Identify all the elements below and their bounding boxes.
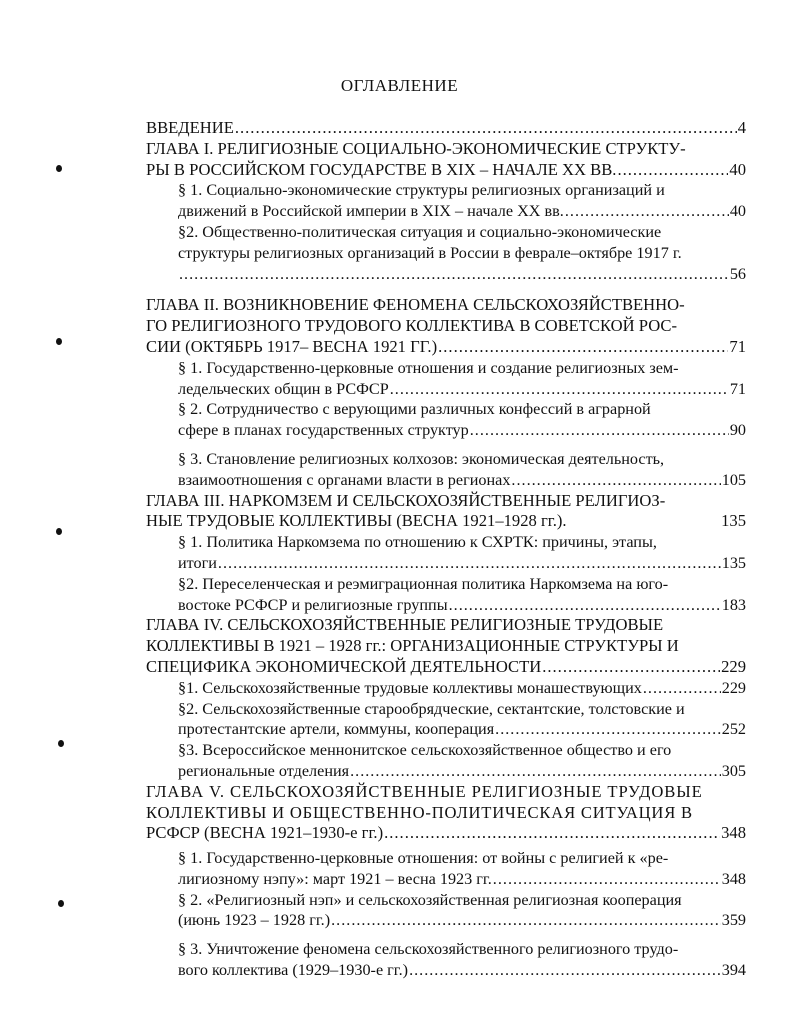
toc-section-2-1 — [178, 358, 746, 400]
dot-leader — [218, 553, 721, 574]
hole-punch-mark — [56, 528, 62, 535]
toc-page-number: 40 — [729, 202, 746, 221]
chapter-title-text: СПЕЦИФИКА ЭКОНОМИЧЕСКОЙ ДЕЯТЕЛЬНОСТИ — [146, 656, 542, 676]
chapter-title-last-line — [146, 160, 746, 181]
section-title-text: взаимоотношения с органами власти в регионах — [178, 470, 511, 489]
toc-section-4-3 — [178, 740, 746, 782]
dot-leader — [511, 470, 720, 491]
dot-leader — [350, 761, 721, 782]
toc-page-number: 135 — [721, 511, 746, 531]
section-title-last-line — [178, 264, 746, 285]
table-of-contents — [146, 118, 746, 981]
section-title-text: востоке РСФСР и религиозные группы — [178, 595, 448, 614]
toc-section-4-2 — [178, 699, 746, 741]
chapter-title-last-line — [146, 511, 746, 532]
dot-leader — [617, 160, 728, 181]
section-title-last-line — [178, 470, 746, 491]
dot-leader — [493, 869, 721, 890]
hole-punch-mark — [56, 165, 62, 172]
toc-section-2-3 — [178, 449, 746, 491]
section-title-last-line — [178, 678, 746, 699]
chapter-title-last-line — [146, 657, 746, 678]
dot-leader — [390, 379, 729, 400]
toc-page-number: 252 — [721, 720, 746, 739]
dot-leader — [331, 910, 721, 931]
section-title-last-line — [178, 595, 746, 616]
dot-leader — [565, 201, 729, 222]
toc-page-number: 394 — [721, 961, 746, 980]
chapter-title-line: ГЛАВА III. НАРКОМЗЕМ И СЕЛЬСКОХОЗЯЙСТВЕННЫЕ РЕЛИГИОЗ- — [146, 490, 666, 510]
section-title-last-line — [178, 960, 746, 981]
toc-section-5-1 — [178, 848, 746, 890]
section-title-line: §2. Переселенческая и реэмиграционная политика Наркомзема на юго- — [178, 574, 669, 593]
hole-punch-mark — [56, 338, 62, 345]
chapter-title-line: КОЛЛЕКТИВЫ И ОБЩЕСТВЕННО-ПОЛИТИЧЕСКАЯ СИТУАЦИЯ В — [146, 802, 693, 822]
chapter-title-line: ГЛАВА V. СЕЛЬСКОХОЗЯЙСТВЕННЫЕ РЕЛИГИОЗНЫЕ ТРУДОВЫЕ — [146, 781, 703, 801]
section-title-text: региональные отделения — [178, 761, 350, 780]
toc-section-3-1 — [178, 532, 746, 574]
toc-chapter-2 — [146, 295, 746, 490]
hole-punch-mark — [58, 900, 64, 907]
section-title-line: § 2. Сотрудничество с верующими различных конфессий в аграрной — [178, 400, 651, 419]
dot-leader — [409, 960, 721, 981]
chapter-title-line: ГО РЕЛИГИОЗНОГО ТРУДОВОГО КОЛЛЕКТИВА В СОВЕТСКОЙ РОС- — [146, 316, 677, 336]
toc-page-number: 229 — [721, 656, 746, 676]
dot-leader — [179, 264, 729, 285]
chapter-title-text: НЫЕ ТРУДОВЫЕ КОЛЛЕКТИВЫ (ВЕСНА 1921–1928 гг.). — [146, 511, 567, 531]
toc-page-number: 183 — [721, 595, 746, 614]
chapter-title-line: КОЛЛЕКТИВЫ В 1921 – 1928 гг.: ОРГАНИЗАЦИОННЫЕ СТРУКТУРЫ И — [146, 636, 679, 656]
toc-chapter-3 — [146, 491, 746, 616]
section-title-text: итоги — [178, 553, 217, 572]
toc-section-2-2 — [178, 399, 746, 441]
section-title-last-line — [178, 420, 746, 441]
toc-chapter-4 — [146, 615, 746, 781]
dot-leader — [438, 337, 728, 358]
section-title-last-line — [178, 201, 746, 222]
dot-leader — [470, 420, 729, 441]
section-title-text: лигиозному нэпу»: март 1921 – весна 1923 гг. — [178, 869, 492, 888]
section-title-line: § 1. Социально-экономические структуры религиозных организаций и — [178, 181, 665, 200]
section-title-text: §1. Сельскохозяйственные трудовые коллективы монашествующих — [178, 678, 642, 697]
chapter-title-line: ГЛАВА IV. СЕЛЬСКОХОЗЯЙСТВЕННЫЕ РЕЛИГИОЗНЫЕ ТРУДОВЫЕ — [146, 615, 664, 635]
section-title-line: §2. Сельскохозяйственные старообрядческие, сектантские, толстовские и — [178, 699, 685, 718]
dot-leader — [384, 823, 720, 844]
section-title-text: вого коллектива (1929–1930-е гг.) — [178, 961, 409, 980]
section-title-text: движений в Российской империи в XIX – начале XX вв. — [178, 202, 564, 221]
toc-section-5-3 — [178, 939, 746, 981]
chapter-title-text: РСФСР (ВЕСНА 1921–1930-е гг.) — [146, 823, 384, 843]
toc-page-number: 348 — [721, 823, 746, 843]
toc-section-3-2 — [178, 574, 746, 616]
section-title-line: §3. Всероссийское меннонитское сельскохозяйственное общество и его — [178, 741, 672, 760]
toc-section-1-2 — [178, 222, 746, 284]
chapter-title-last-line — [146, 823, 746, 844]
section-title-line: §2. Общественно-политическая ситуация и социально-экономические — [178, 222, 662, 241]
toc-entry-intro — [146, 118, 746, 139]
section-title-last-line — [178, 553, 746, 574]
toc-page-number: 56 — [729, 264, 746, 283]
chapter-title-line: ГЛАВА II. ВОЗНИКНОВЕНИЕ ФЕНОМЕНА СЕЛЬСКОХОЗЯЙСТВЕННО- — [146, 295, 685, 315]
section-title-text: сфере в планах государственных структур — [178, 421, 469, 440]
dot-leader — [643, 678, 721, 699]
toc-page-number: 105 — [721, 470, 746, 489]
toc-page-number: 40 — [729, 159, 746, 179]
toc-chapter-1 — [146, 139, 746, 285]
toc-section-1-1 — [178, 180, 746, 222]
section-title-last-line — [178, 719, 746, 740]
chapter-title-text: РЫ В РОССИЙСКОМ ГОСУДАРСТВЕ В XIX – НАЧАЛЕ XX ВВ. — [146, 159, 617, 179]
toc-page-number: 229 — [721, 678, 746, 697]
section-title-text: ледельческих общин в РСФСР — [178, 379, 389, 398]
dot-leader — [542, 657, 720, 678]
chapter-title-last-line — [146, 337, 746, 358]
section-title-line: § 1. Государственно-церковные отношения и создание религиозных зем- — [178, 358, 679, 377]
section-title-last-line — [178, 761, 746, 782]
toc-page-number: 359 — [721, 911, 746, 930]
section-title-line: § 3. Становление религиозных колхозов: экономическая деятельность, — [178, 449, 665, 468]
section-title-text: (июнь 1923 – 1928 гг.) — [178, 911, 331, 930]
toc-page-number: 4 — [737, 118, 746, 137]
toc-section-4-1 — [178, 678, 746, 699]
toc-section-5-2 — [178, 890, 746, 932]
chapter-title-line: ГЛАВА I. РЕЛИГИОЗНЫЕ СОЦИАЛЬНО-ЭКОНОМИЧЕСКИЕ СТРУКТУ- — [146, 138, 686, 158]
toc-page-number: 348 — [721, 869, 746, 888]
dot-leader — [495, 719, 721, 740]
section-title-last-line — [178, 869, 746, 890]
toc-page-number: 135 — [721, 553, 746, 572]
section-title-last-line — [178, 910, 746, 931]
hole-punch-mark — [58, 740, 64, 747]
dot-leader — [449, 595, 721, 616]
toc-page-number: 71 — [729, 379, 746, 398]
section-title-last-line — [178, 379, 746, 400]
toc-page-number: 90 — [729, 421, 746, 440]
toc-entry-label: ВВЕДЕНИЕ — [146, 118, 234, 137]
page-title: ОГЛАВЛЕНИЕ — [340, 76, 459, 95]
toc-page-number: 71 — [729, 336, 746, 356]
toc-chapter-5 — [146, 782, 746, 981]
section-title-line: § 2. «Религиозный нэп» и сельскохозяйственная религиозная кооперация — [178, 890, 682, 909]
section-title-line: § 3. Уничтожение феномена сельскохозяйственного религиозного трудо- — [178, 940, 679, 959]
dot-leader — [235, 118, 737, 139]
section-title-line: § 1. Политика Наркомзема по отношению к СХРТК: причины, этапы, — [178, 533, 657, 552]
section-title-line: структуры религиозных организаций в России в феврале–октябре 1917 г. — [178, 243, 682, 262]
section-title-line: § 1. Государственно-церковные отношения: от войны с религией к «ре- — [178, 849, 669, 868]
chapter-title-text: СИИ (ОКТЯБРЬ 1917– ВЕСНА 1921 ГГ.) — [146, 336, 438, 356]
section-title-text: протестантские артели, коммуны, кооперация — [178, 720, 495, 739]
toc-page-number: 305 — [721, 761, 746, 780]
